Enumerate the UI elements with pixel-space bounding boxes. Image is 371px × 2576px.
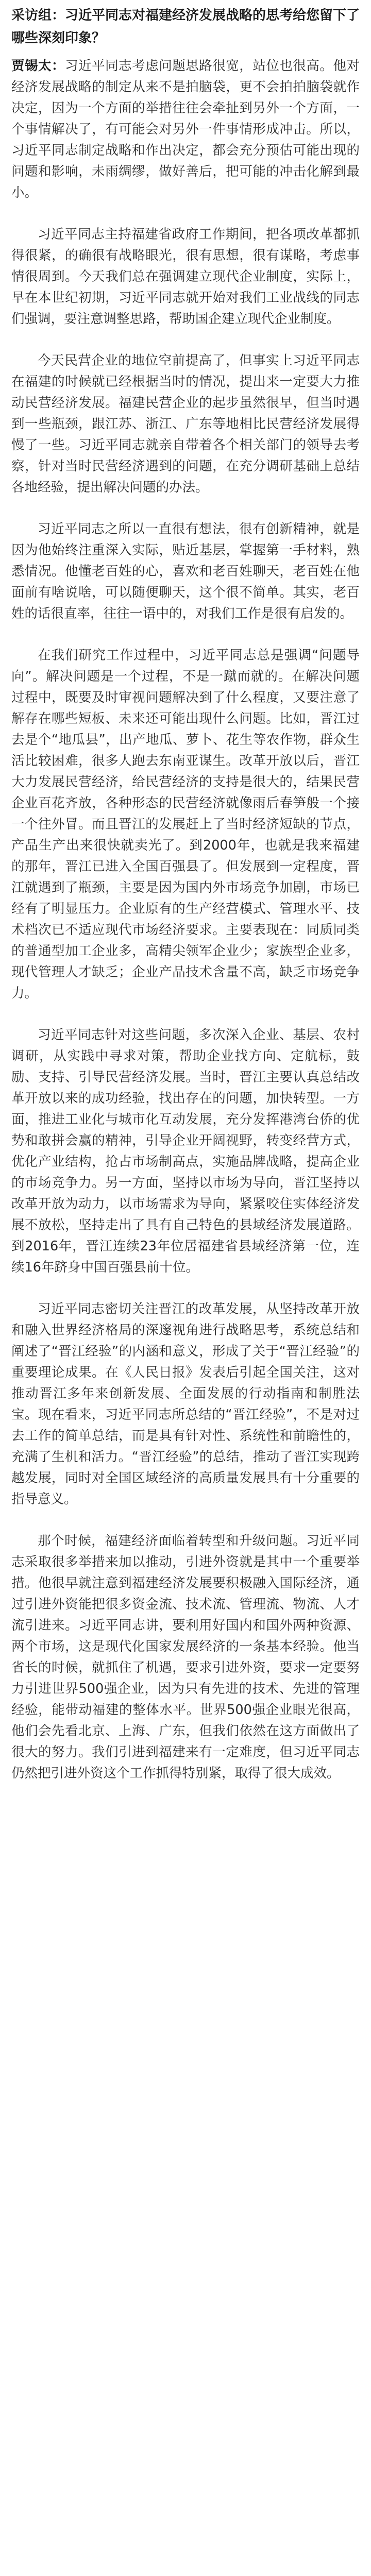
paragraph-3: 习近平同志之所以一直很有想法，很有创新精神，就是因为他始终注重深入实际，贴近基层，掌握第一手材料，熟悉情况。他懂老百姓的心，喜欢和老百姓聊天，老百姓在他面前有啥说啥，可以随便聊天，这个很不简单。其实，老百姓的话很直率，往往一语中的，对我们工作是很有启发的。: [11, 521, 360, 621]
answer-text: 习近平同志考虑问题思路很宽，站位也很高。他对经济发展战略的制定从来不是拍脑袋，更不会拍拍脑袋就作决定，因为一个方面的举措往往会牵扯到另外一个方面，一个事情解决了，有可能会对另外一件事情形成冲击。所以，习近平同志制定战略和作出决定，都会充分预估可能出现的问题和影响，未雨绸缪，做好善后，把可能的冲击化解到最小。: [11, 58, 360, 200]
paragraph-2: 今天民营企业的地位空前提高了，但事实上习近平同志在福建的时候就已经根据当时的情况，提出来一定要大力推动民营经济发展。福建民营企业的起步虽然很早，但当时遇到一些瓶颈，跟江苏、浙江、广东等地相比民营经济发展得慢了一些。习近平同志就亲自带着各个相关部门的领导去考察，针对当时民营经济遇到的问题，在充分调研基础上总结各地经验，提出解决问题的办法。: [11, 353, 360, 495]
paragraph-4: 在我们研究工作过程中，习近平同志总是强调“问题导向”。解决问题是一个过程，不是一蹴而就的。在解决问题过程中，既要及时审视问题解决到了什么程度，又要注意了解存在哪些短板、未来还可能出现什么问题。比如，晋江过去是个“地瓜县”，出产地瓜、萝卜、花生等农作物，群众生活比较困难，很多人跑去东南亚谋生。改革开放以后，晋江大力发展民营经济，给民营经济的支持是很大的，结果民营企业百花齐放，各种形态的民营经济就像雨后春笋般一个接一个往外冒。而且晋江的发展赶上了当时经济短缺的节点，产品生产出来很快就卖光了。到2000年，也就是我来福建的那年，晋江已进入全国百强县了。但发展到一定程度，晋江就遇到了瓶颈，主要是因为国内外市场竞争加剧，市场已经有了明显压力。企业原有的生产经营模式、管理水平、技术档次已不适应现代市场经济要求。主要表现在：同质同类的普通型加工企业多，高精尖领军企业少；家族型企业多，现代管理人才缺乏；企业产品技术含量不高，缺乏市场竞争力。: [11, 648, 360, 1001]
paragraph-5: 习近平同志针对这些问题，多次深入企业、基层、农村调研，从实践中寻求对策，帮助企业找方向、定航标，鼓励、支持、引导民营经济发展。当时，晋江主要认真总结改革开放以来的成功经验，找出存在的问题，加快转型。一方面，推进工业化与城市化互动发展，充分发挥港湾台侨的优势和敢拼会赢的精神，引导企业开阔视野，转变经营方式，优化产业结构，抢占市场制高点，实施品牌战略，提高企业的市场竞争力。另一方面，坚持以市场为导向，晋江坚持以改革开放为动力，以市场需求为导向，紧紧咬住实体经济发展不放松，坚持走出了具有自己特色的县域经济发展道路。到2016年，晋江连续23年位居福建省县域经济第一位，连续16年跻身中国百强县前十位。: [11, 1027, 360, 1275]
paragraph-1: 习近平同志主持福建省政府工作期间，把各项改革都抓得很紧，的确很有战略眼光，很有思想，很有谋略，考虑事情很周到。今天我们总在强调建立现代企业制度，实际上，早在本世纪初期，习近平同志就开始对我们工业战线的同志们强调，要注意调整思路，帮助国企建立现代企业制度。: [11, 227, 360, 327]
answer-speaker: 贾锡太：: [11, 58, 65, 74]
interview-answer: [11, 56, 360, 204]
paragraph-6: 习近平同志密切关注晋江的改革发展，从坚持改革开放和融入世界经济格局的深邃视角进行战略思考，系统总结和阐述了“晋江经验”的内涵和意义，形成了关于“晋江经验”的重要理论成果。在《人民日报》发表后引起全国关注，这对推动晋江多年来创新发展、全面发展的行动指南和制胜法宝。现在看来，习近平同志所总结的“晋江经验”，不是对过去工作的简单总结，而是具有针对性、系统性和前瞻性的，充满了生机和活力。“晋江经验”的总结，推动了晋江实现跨越发展，同时对全国区域经济的高质量发展具有十分重要的指导意义。: [11, 1301, 360, 1507]
interview-question: 采访组：习近平同志对福建经济发展战略的思考给您留下了哪些深刻印象？: [11, 8, 360, 46]
paragraph-7: 那个时候，福建经济面临着转型和升级问题。习近平同志采取很多举措来加以推动，引进外资就是其中一个重要举措。他很早就注意到福建经济发展要积极融入国际经济，通过引进外资能把很多资金流、技术流、管理流、物流、人才流引进来。习近平同志讲，要利用好国内和国外两种资源、两个市场，这是现代化国家发展经济的一条基本经验。他当省长的时候，就抓住了机遇，要求引进外资，要求一定要努力引进世界500强企业，因为只有先进的技术、先进的管理经验，能带动福建的整体水平。世界500强企业眼光很高，他们会先看北京、上海、广东，但我们依然在这方面做出了很大的努力。我们引进到福建来有一定难度，但习近平同志仍然把引进外资这个工作抓得特别紧，取得了很大成效。: [11, 1533, 360, 1781]
